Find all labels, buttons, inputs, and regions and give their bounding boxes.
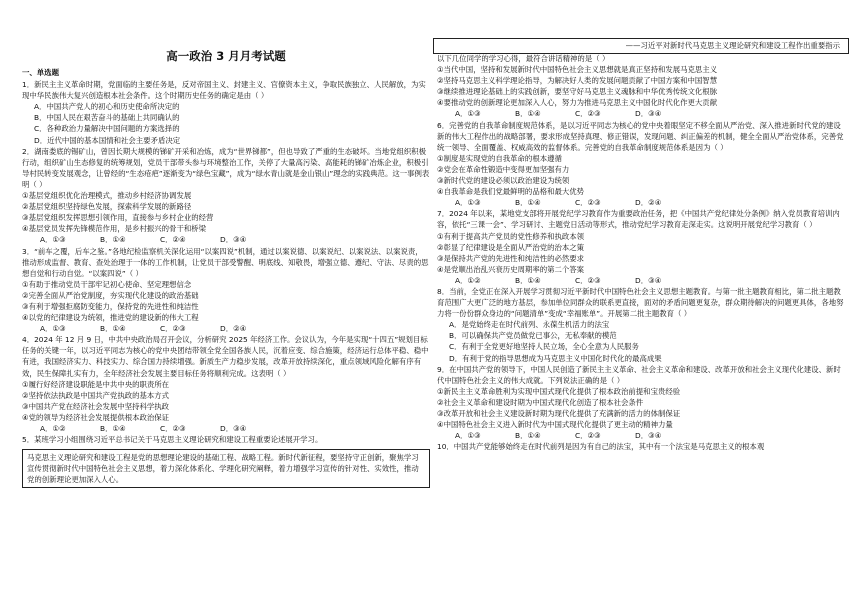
- question-stem: 7．2024 年以来，某地党支部将开展党纪学习教育作为重要政治任务，把《中国共产党纪律处分条例》纳入党员教育培训内容，依托“三课一会”、学习研讨、主题党日活动等形式，推动党纪学习教育走深走实。这说明开展党纪学习教育（ ）: [437, 209, 840, 230]
- option-choice: A．①②: [455, 275, 481, 285]
- quote-box: [22, 449, 430, 488]
- question-stem: 2．湖南娄底的锡矿山，曾因长期大规模的锑矿开采和冶炼，成为“世界锑都”，但也导致了严重的生态破坏。当地党组织积极行动，组织矿山生态修复的统筹规划，党员干部带头参与环境整治工作，关停了大量高污染、高能耗的锑矿冶炼企业，积极引导村民转变发展观念，让曾经的“生态疮疤”逐渐变为“绿色宝藏”，成为“绿水青山就是金山银山”理念的实践典范。这一事例表明（ ）: [22, 146, 430, 189]
- option-choice: C．②③: [575, 109, 601, 119]
- option-choice: B．①④: [515, 198, 541, 208]
- option-choice: D．③④: [635, 431, 662, 441]
- statement-line: ③基层党组织发挥思想引领作用，直接参与乡村企业的经营: [22, 213, 214, 223]
- statement-line: ③继续推进理论基础上的实践创新，要坚守好马克思主义魂脉和中华优秀传统文化根脉: [437, 87, 718, 97]
- left-column: [22, 0, 430, 488]
- statement-line: ①基层党组织优化治理模式，推动乡村经济协调发展: [22, 191, 192, 201]
- option-choice: B．①④: [100, 424, 126, 433]
- section-heading: 一、单选题: [22, 68, 59, 77]
- statement-line: ②完善全面从严治党制度，夯实现代化建设的政治基础: [22, 290, 199, 300]
- option-choice: B．①④: [515, 431, 541, 441]
- answer-option: C．有利于全党更好地坚持人民立场，全心全意为人民服务: [449, 342, 639, 352]
- option-choice: B．①④: [515, 109, 541, 119]
- question-stem: 1．新民主主义革命时期，党面临的主要任务是，反对帝国主义、封建主义、官僚资本主义，争取民族独立、人民解放，为实现中华民族伟大复兴创造根本社会条件。这个时期历史任务的确定是由（ ）: [22, 80, 426, 101]
- option-row: [455, 197, 847, 208]
- option-choice: A．①③: [40, 324, 66, 334]
- question-stem: 8．当前，全党正在深入开展学习贯彻习近平新时代中国特色社会主义思想主题教育。与第一批主题教育相比，第二批主题教育范围广大更广泛的地方基层，参加单位同群众的联系更直接，面对的矛盾问题更复杂，群众期待解决的问题更具体，各地努力将一份份群众身边的“问题清单”变成“幸福账单”。开展第二批主题教育（ ）: [437, 286, 844, 319]
- quote-source-box: [433, 38, 849, 54]
- statement-line: 以下几位同学的学习心得，最符合讲话精神的是（ ）: [437, 54, 610, 63]
- option-choice: C．②④: [160, 235, 186, 245]
- answer-option: B．中国人民在艰苦奋斗的基础上共同确认的: [34, 113, 180, 123]
- answer-option: C．各种政治力量解决中国问题的方案选择的: [34, 124, 180, 134]
- left-questions: [22, 79, 430, 445]
- option-choice: C．②③: [575, 431, 601, 441]
- statement-line: ②彰显了纪律建设是全面从严治党的治本之策: [437, 242, 585, 252]
- statement-line: ④要推动党的创新理论更加深入人心，努力为推进马克思主义中国化时代化作更大贡献: [437, 98, 718, 108]
- statement-line: ②坚持依法执政是中国共产党执政的基本方式: [22, 390, 170, 400]
- statement-line: ①当代中国，坚持和发展新时代中国特色社会主义思想就是真正坚持和发展马克思主义: [437, 65, 718, 75]
- statement-line: ①有利于提高共产党员的党性修养和执政本领: [437, 231, 585, 241]
- answer-option: B．可以确保共产党员做党已事公，无私奉献的模范: [449, 331, 617, 341]
- answer-option: D．有利于党的指导思想成为马克思主义中国化时代化的最高成果: [449, 353, 662, 363]
- question-stem: 9．在中国共产党的领导下，中国人民创造了新民主主义革命、社会主义革命和建设、改革开放和社会主义现代化建设、新时代中国特色社会主义的伟大成就。下列说法正确的是（ ）: [437, 364, 841, 385]
- answer-option: A．中国共产党人的初心和历史使命所决定的: [34, 102, 180, 112]
- statement-line: ①制度是实现党的自我革命的根本遵循: [437, 153, 562, 163]
- option-choice: C．②③: [575, 275, 601, 285]
- right-questions: [437, 53, 847, 452]
- option-choice: D．③④: [220, 235, 247, 245]
- statement-line: ②党会在革命性锻造中变得更加坚强有力: [437, 164, 570, 174]
- statement-line: ②坚持马克思主义科学理论指导，为解决好人类的发展问题贡献了中国方案和中国智慧: [437, 76, 718, 86]
- statement-line: ②基层党组织坚持绿色发展，探索科学发展的新路径: [22, 202, 192, 212]
- question-stem: 6．完善党的自我革命制度规范体系，是以习近平同志为核心的党中央着眼坚定不移全面从严治党、深入推进新时代党的建设新的伟大工程作出的战略部署，要求形成坚持真理、修正错误，发现问题、纠正偏差的机制，健全全面从严治党体系，完善党统一领导、全面覆盖、权威高效的监督体系。完善党的自我革命制度规范体系是因为（ ）: [437, 120, 844, 152]
- question-stem: 3．“前车之覆，后车之鉴。”各地纪检监察机关深化运用“以案四说”机制，通过以案说德、以案说纪、以案说法、以案说责，推动形成监督、教育、查处治理于一体的工作机制，让党员干部受警醒、明底线、知敬畏，增强立德、遵纪、守法、尽责的思想自觉和行动自觉。“以案四说”（ ）: [22, 246, 429, 278]
- statement-line: ④党的领导为经济社会发展提供根本政治保证: [22, 412, 170, 422]
- option-choice: A．①③: [455, 109, 481, 119]
- option-choice: B．①④: [100, 324, 126, 334]
- question-stem: 4．2024 年 12 月 9 日，中共中央政治局召开会议，分析研究 2025 年经济工作。会议认为，今年是实现“十四五”规划目标任务的关键一年，以习近平同志为核心的党中央团结带领全党全国各族人民，沉着应变、综合施策，经济运行总体平稳、稳中有进，我国经济实力、科技实力、综合国力持续增强。新质生产力稳步发展，改革开放持续深化，重点领域风险化解有序有效，民生保障扎实有力，全年经济社会发展主要目标任务将顺利完成。这表明（ ）: [22, 335, 429, 378]
- option-choice: A．①②: [40, 424, 66, 433]
- option-row: [455, 430, 847, 441]
- statement-line: ③是保持共产党的先进性和纯洁性的必然要求: [437, 253, 585, 263]
- option-choice: D．②④: [220, 324, 247, 334]
- statement-line: ③有利于增强拒腐防变能力，保持党的先进性和纯洁性: [22, 301, 199, 311]
- option-row: [455, 275, 847, 286]
- statement-line: ④以党的纪律建设为统领，推进党的建设新的伟大工程: [22, 313, 199, 323]
- statement-line: ④基层党员发挥先锋模范作用，是乡村振兴的骨干和桥梁: [22, 224, 207, 234]
- statement-line: ③中国共产党在经济社会发展中坚持科学执政: [22, 401, 170, 411]
- option-choice: C．②③: [575, 198, 601, 208]
- quote-text: 马克思主义理论研究和建设工程是党的思想理论建设的基础工程、战略工程。新时代新征程，要坚持守正创新，聚焦学习宣传贯彻新时代中国特色社会主义思想，着力深化体系化、学理化研究阐释，着力增强学习宣传的针对性、实效性，推动党的创新理论更加深入人心。: [27, 453, 419, 485]
- statement-line: ③改革开放和社会主义建设新时期为现代化提供了充满新的活力的体制保证: [437, 409, 681, 418]
- statement-line: ①新民主主义革命胜利为实现中国式现代化提供了根本政治前提和宝贵经验: [437, 386, 681, 396]
- statement-line: ③新时代党的建设必须以政治建设为统领: [437, 176, 570, 186]
- option-row: [40, 323, 430, 334]
- option-choice: D．②④: [635, 198, 662, 208]
- option-row: [40, 234, 430, 245]
- answer-option: A．是党始终走在时代前列、永葆生机活力的法宝: [449, 320, 610, 330]
- question-stem: 5．某班学习小组围绕习近平总书记关于马克思主义理论研究和建设工程重要论述展开学习。: [22, 435, 323, 445]
- option-row: [40, 423, 430, 434]
- statement-line: ④中国特色社会主义进入新时代为中国式现代化提供了更主动的精神力量: [437, 420, 673, 430]
- statement-line: ①有助于推动党员干部牢记初心使命、坚定理想信念: [22, 279, 192, 289]
- quote-source: ——习近平对新时代马克思主义理论研究和建设工程作出重要指示: [625, 41, 840, 50]
- option-choice: A．①③: [455, 431, 481, 441]
- statement-line: ②社会主义革命和建设时期为中国式现代化创造了根本社会条件: [437, 397, 644, 407]
- option-row: [455, 108, 847, 119]
- option-choice: D．③④: [635, 275, 662, 285]
- page-title: 高一政治 3 月月考试题: [166, 49, 286, 63]
- statement-line: ④是党顺出治乱兴衰历史周期率的第二个答案: [437, 264, 585, 274]
- option-choice: B．①④: [515, 275, 541, 285]
- option-choice: D．③④: [220, 424, 247, 433]
- statement-line: ①履行好经济建设职能是中共中央的职责所在: [22, 379, 170, 389]
- option-choice: D．③④: [635, 109, 662, 119]
- question-stem: 10．中国共产党能够始终走在时代前列是因为有自己的法宝，其中有一个法宝是马克思主义的根本观: [437, 442, 765, 452]
- option-choice: C．②③: [160, 424, 186, 433]
- option-choice: A．①③: [455, 198, 481, 208]
- option-choice: A．①③: [40, 235, 66, 245]
- option-choice: B．①④: [100, 235, 126, 245]
- option-choice: C．②③: [160, 324, 186, 334]
- right-column: [437, 53, 847, 452]
- statement-line: ④自我革命是我们党最鲜明的品格和最大优势: [437, 187, 585, 197]
- answer-option: D．近代中国的基本国情和社会主要矛盾决定: [34, 135, 181, 145]
